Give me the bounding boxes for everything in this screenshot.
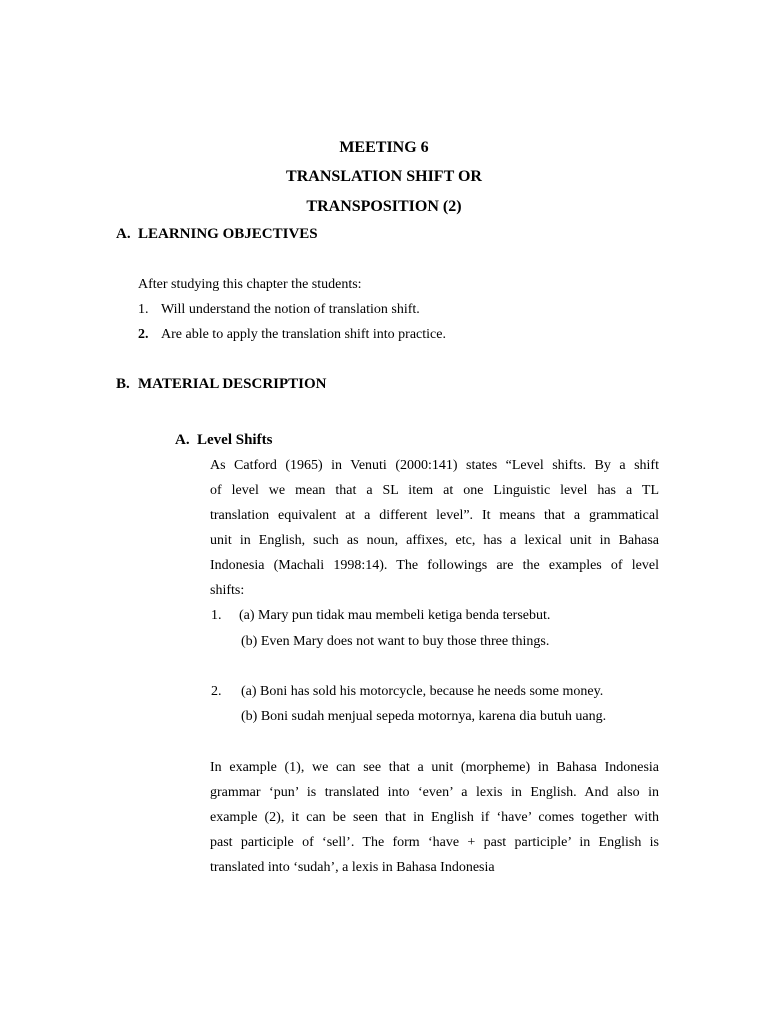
topic-title-line-1: TRANSLATION SHIFT OR — [286, 168, 482, 185]
example-2-sentence-a: (a) Boni has sold his motorcycle, because he needs some money. — [241, 684, 604, 699]
paragraph-1-line: of level we mean that a SL item at one Linguistic level has a TL — [210, 483, 659, 498]
objective-1-number: 1. — [138, 302, 149, 317]
paragraph-1-line: translation equivalent at a different level”. It means that a grammatical — [210, 508, 659, 523]
paragraph-2-line: past participle of ‘sell’. The form ‘have + past participle’ in English is — [210, 835, 659, 850]
paragraph-1-line: Indonesia (Machali 1998:14). The followings are the examples of level — [210, 558, 659, 573]
example-2-number: 2. — [211, 684, 222, 699]
paragraph-2-line: grammar ‘pun’ is translated into ‘even’ a lexis in English. And also in — [210, 785, 659, 800]
paragraph-2-line: In example (1), we can see that a unit (morpheme) in Bahasa Indonesia — [210, 760, 659, 775]
subsection-marker: A. — [175, 432, 190, 448]
objectives-intro: After studying this chapter the students: — [138, 277, 362, 292]
subsection-heading: Level Shifts — [197, 432, 273, 448]
paragraph-2-line: translated into ‘sudah’, a lexis in Bahasa Indonesia — [210, 860, 495, 875]
example-1-sentence-b: (b) Even Mary does not want to buy those three things. — [241, 634, 550, 649]
paragraph-2-line: example (2), it can be seen that in English if ‘have’ comes together with — [210, 810, 659, 825]
objective-2-text: Are able to apply the translation shift into practice. — [161, 327, 446, 342]
section-b-marker: B. — [116, 376, 130, 392]
section-a-heading: LEARNING OBJECTIVES — [138, 226, 318, 242]
objective-1-text: Will understand the notion of translation shift. — [161, 302, 420, 317]
paragraph-1-line: shifts: — [210, 583, 245, 598]
section-a-marker: A. — [116, 226, 131, 242]
paragraph-1-line: As Catford (1965) in Venuti (2000:141) states “Level shifts. By a shift — [210, 458, 659, 473]
topic-title-line-2: TRANSPOSITION (2) — [306, 198, 462, 215]
example-2-sentence-b: (b) Boni sudah menjual sepeda motornya, karena dia butuh uang. — [241, 709, 607, 724]
paragraph-1-line: unit in English, such as noun, affixes, etc, has a lexical unit in Bahasa — [210, 533, 659, 548]
example-1-number: 1. — [211, 608, 222, 623]
objective-2-number: 2. — [138, 327, 149, 342]
example-1-sentence-a: (a) Mary pun tidak mau membeli ketiga benda tersebut. — [239, 608, 551, 623]
section-b-heading: MATERIAL DESCRIPTION — [138, 376, 327, 392]
meeting-title: MEETING 6 — [339, 139, 429, 156]
